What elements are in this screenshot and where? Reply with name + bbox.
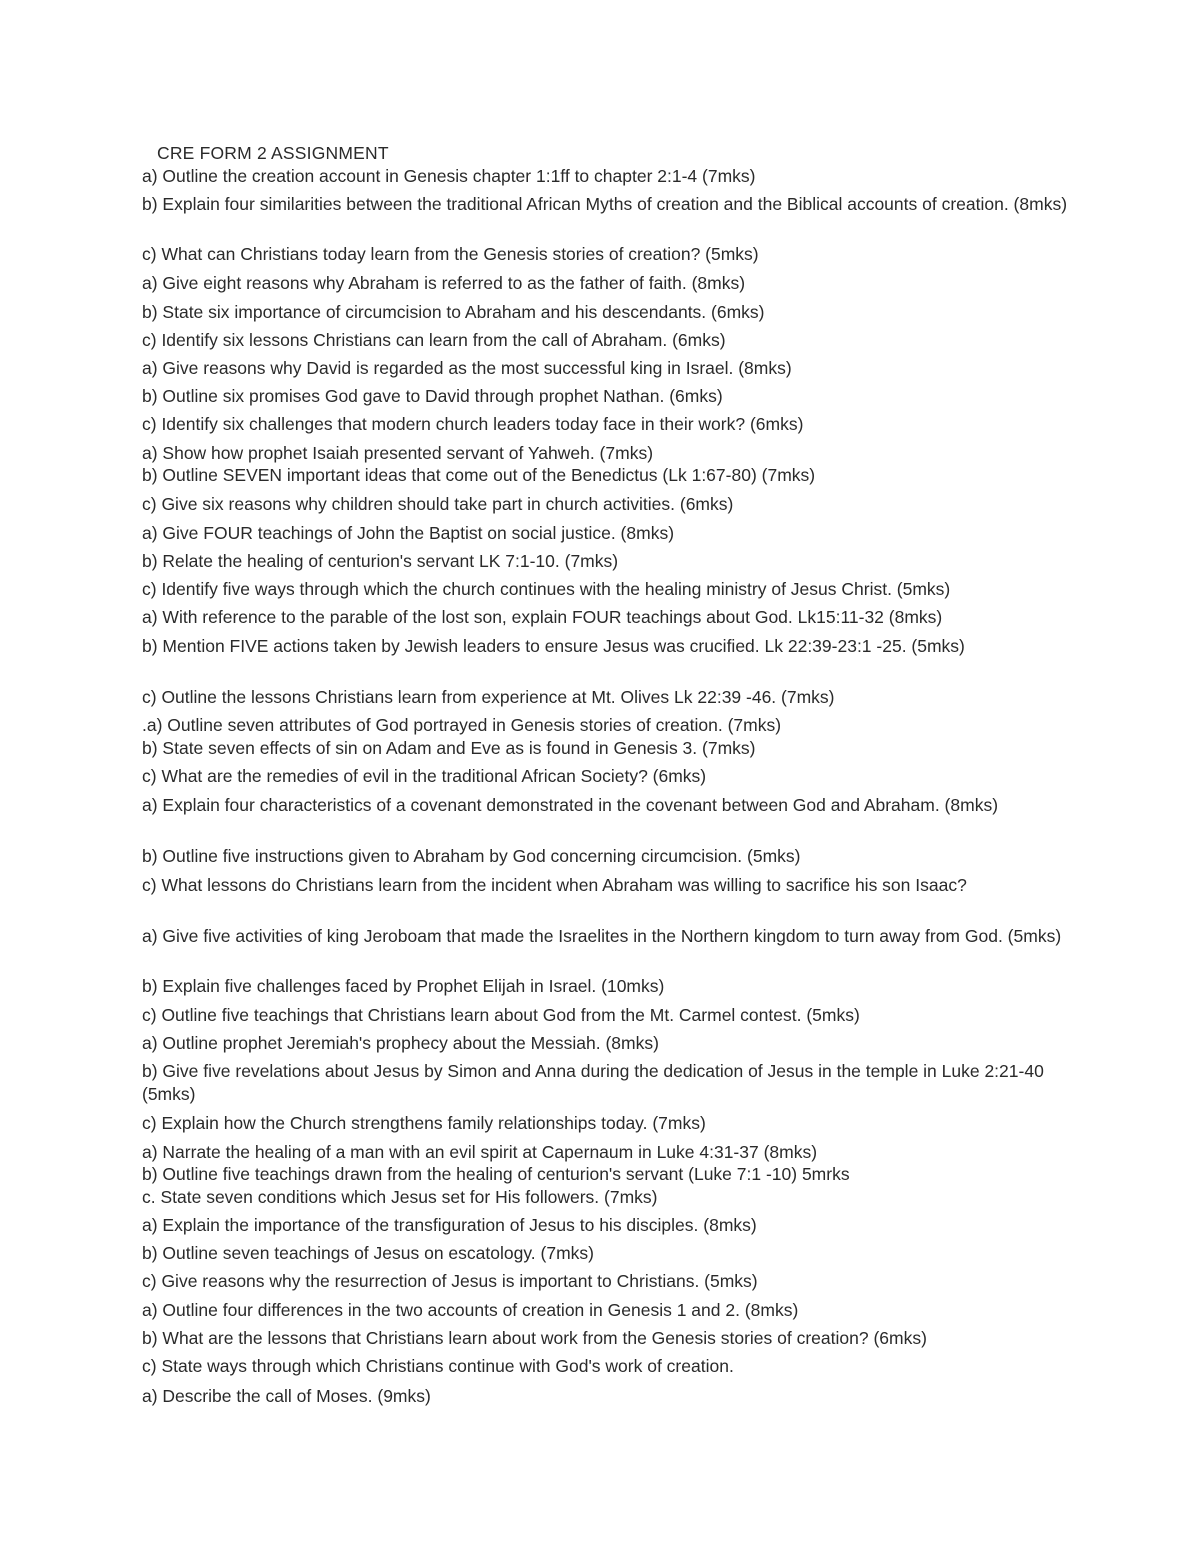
question-item: b) Give five revelations about Jesus by Simon and Anna during the dedication of Jesus in the temple in Luke 2:21-40 (5mks) bbox=[142, 1061, 1044, 1104]
question-item: b) What are the lessons that Christians learn about work from the Genesis stories of creation? (6mks) bbox=[142, 1328, 927, 1348]
question-item: b) State seven effects of sin on Adam and Eve as is found in Genesis 3. (7mks) bbox=[142, 738, 756, 758]
question-item: a) With reference to the parable of the lost son, explain FOUR teachings about God. Lk15:11-32 (8mks) bbox=[142, 607, 943, 627]
question-item: a) Outline four differences in the two accounts of creation in Genesis 1 and 2. (8mks) bbox=[142, 1300, 799, 1320]
question-item: c) State ways through which Christians continue with God's work of creation. bbox=[142, 1356, 734, 1376]
question-item: a) Explain the importance of the transfiguration of Jesus to his disciples. (8mks) bbox=[142, 1215, 757, 1235]
question-item: b) Outline SEVEN important ideas that come out of the Benedictus (Lk 1:67-80) (7mks) bbox=[142, 465, 816, 485]
document-title: CRE FORM 2 ASSIGNMENT bbox=[157, 143, 389, 163]
question-item: a) Give eight reasons why Abraham is referred to as the father of faith. (8mks) bbox=[142, 273, 746, 293]
question-item: a) Outline the creation account in Genesis chapter 1:1ff to chapter 2:1-4 (7mks) bbox=[142, 166, 756, 186]
question-item: c) Identify six lessons Christians can learn from the call of Abraham. (6mks) bbox=[142, 330, 726, 350]
question-item: c) Identify six challenges that modern church leaders today face in their work? (6mks) bbox=[142, 414, 804, 434]
question-item: a) Give reasons why David is regarded as the most successful king in Israel. (8mks) bbox=[142, 358, 792, 378]
question-item: c) What are the remedies of evil in the traditional African Society? (6mks) bbox=[142, 766, 707, 786]
question-item: a) Describe the call of Moses. (9mks) bbox=[142, 1386, 431, 1406]
question-item: c) Outline five teachings that Christians learn about God from the Mt. Carmel contest. (5mks) bbox=[142, 1005, 860, 1025]
question-item: b) Relate the healing of centurion's servant LK 7:1-10. (7mks) bbox=[142, 551, 619, 571]
question-item: c) Explain how the Church strengthens family relationships today. (7mks) bbox=[142, 1113, 706, 1133]
question-item: b) State six importance of circumcision to Abraham and his descendants. (6mks) bbox=[142, 302, 765, 322]
question-item: b) Mention FIVE actions taken by Jewish leaders to ensure Jesus was crucified. Lk 22:39-23:1 -25. (5mks) bbox=[142, 636, 965, 656]
question-item: b) Explain four similarities between the traditional African Myths of creation and the Biblical accounts of creation. (8mks) bbox=[142, 194, 1068, 214]
question-item: b) Outline five teachings drawn from the healing of centurion's servant (Luke 7:1 -10) 5mrks bbox=[142, 1164, 850, 1184]
question-item: c) Give reasons why the resurrection of Jesus is important to Christians. (5mks) bbox=[142, 1271, 758, 1291]
question-item: b) Outline six promises God gave to David through prophet Nathan. (6mks) bbox=[142, 386, 723, 406]
question-item: c) What lessons do Christians learn from the incident when Abraham was willing to sacrifice his son Isaac? bbox=[142, 875, 967, 895]
question-item: b) Explain five challenges faced by Prophet Elijah in Israel. (10mks) bbox=[142, 976, 665, 996]
question-item: c. State seven conditions which Jesus set for His followers. (7mks) bbox=[142, 1187, 658, 1207]
question-item: b) Outline seven teachings of Jesus on escatology. (7mks) bbox=[142, 1243, 594, 1263]
question-item: a) Explain four characteristics of a covenant demonstrated in the covenant between God and Abraham. (8mks) bbox=[142, 795, 999, 815]
question-item: a) Show how prophet Isaiah presented servant of Yahweh. (7mks) bbox=[142, 443, 654, 463]
question-item: a) Narrate the healing of a man with an evil spirit at Capernaum in Luke 4:31-37 (8mks) bbox=[142, 1142, 818, 1162]
question-item: c) Identify five ways through which the church continues with the healing ministry of Jesus Christ. (5mks) bbox=[142, 579, 951, 599]
question-item: b) Outline five instructions given to Abraham by God concerning circumcision. (5mks) bbox=[142, 846, 801, 866]
question-item: c) Give six reasons why children should take part in church activities. (6mks) bbox=[142, 494, 734, 514]
question-item: a) Give five activities of king Jeroboam that made the Israelites in the Northern kingdom to turn away from God. (5mks) bbox=[142, 926, 1062, 946]
question-item: c) Outline the lessons Christians learn from experience at Mt. Olives Lk 22:39 -46. (7mks) bbox=[142, 687, 835, 707]
question-item: c) What can Christians today learn from the Genesis stories of creation? (5mks) bbox=[142, 244, 759, 264]
question-item: .a) Outline seven attributes of God portrayed in Genesis stories of creation. (7mks) bbox=[142, 715, 782, 735]
question-item: a) Give FOUR teachings of John the Baptist on social justice. (8mks) bbox=[142, 523, 675, 543]
question-item: a) Outline prophet Jeremiah's prophecy about the Messiah. (8mks) bbox=[142, 1033, 659, 1053]
